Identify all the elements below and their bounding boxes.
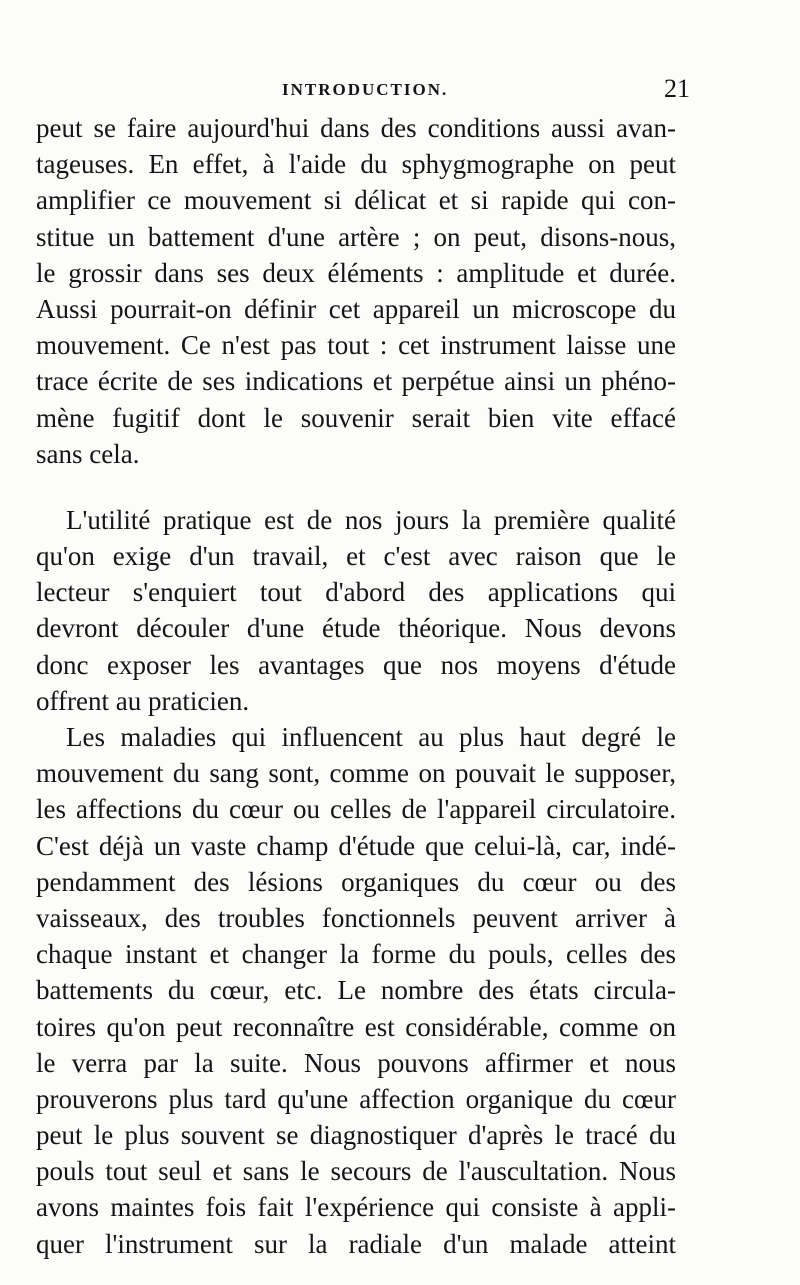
- paragraph-3: [36, 719, 676, 1262]
- text-line: battements du cœur, etc. Le nombre des états circula-: [36, 975, 676, 1006]
- text-line: Les maladies qui influencent au plus haut degré le: [66, 722, 676, 752]
- text-line: quer l'instrument sur la radiale d'un malade atteint: [36, 1228, 676, 1259]
- paragraph-1: [36, 110, 676, 472]
- text-line: trace écrite de ses indications et perpétue ainsi un phéno-: [36, 366, 676, 397]
- text-line: sans cela.: [36, 438, 140, 469]
- body-text: [36, 110, 676, 1262]
- text-line: devront découler d'une étude théorique. Nous devons: [36, 613, 676, 644]
- text-line: toires qu'on peut reconnaître est considérable, comme on: [36, 1011, 676, 1042]
- text-line: stitue un battement d'une artère ; on peut, disons-nous,: [36, 221, 676, 252]
- text-line: mouvement. Ce n'est pas tout : cet instrument laisse une: [36, 330, 676, 361]
- page-header: [36, 76, 696, 106]
- text-line: qu'on exige d'un travail, et c'est avec raison que le: [36, 541, 676, 572]
- text-line: chaque instant et changer la forme du pouls, celles des: [36, 939, 676, 970]
- text-line: mouvement du sang sont, comme on pouvait le supposer,: [36, 758, 676, 789]
- running-head: INTRODUCTION.: [282, 80, 449, 99]
- text-line: peut se faire aujourd'hui dans des conditions aussi avan-: [36, 113, 676, 143]
- text-line: pouls tout seul et sans le secours de l'auscultation. Nous: [36, 1156, 676, 1187]
- text-line: C'est déjà un vaste champ d'étude que celui-là, car, indé-: [36, 830, 676, 861]
- text-line: prouverons plus tard qu'une affection organique du cœur: [36, 1083, 676, 1114]
- paragraph-spacer: [36, 472, 676, 502]
- text-line: tageuses. En effet, à l'aide du sphygmographe on peut: [36, 149, 676, 180]
- text-line: le grossir dans ses deux éléments : amplitude et durée.: [36, 257, 676, 288]
- paragraph-2: [36, 502, 676, 719]
- text-line: amplifier ce mouvement si délicat et si rapide qui con-: [36, 185, 676, 216]
- text-line: offrent au praticien.: [36, 685, 250, 716]
- text-line: donc exposer les avantages que nos moyens d'étude: [36, 649, 676, 680]
- text-line: lecteur s'enquiert tout d'abord des applications qui: [36, 577, 676, 608]
- text-line: avons maintes fois fait l'expérience qui consiste à appli-: [36, 1192, 676, 1223]
- text-line: peut le plus souvent se diagnostiquer d'après le tracé du: [36, 1120, 676, 1151]
- page-number: 21: [664, 74, 690, 103]
- text-line: vaisseaux, des troubles fonctionnels peuvent arriver à: [36, 902, 676, 933]
- text-line: pendamment des lésions organiques du cœur ou des: [36, 866, 676, 897]
- text-line: le verra par la suite. Nous pouvons affirmer et nous: [36, 1047, 676, 1078]
- text-line: mène fugitif dont le souvenir serait bien vite effacé: [36, 402, 676, 433]
- text-line: L'utilité pratique est de nos jours la première qualité: [66, 504, 676, 535]
- text-line: Aussi pourrait-on définir cet appareil un microscope du: [36, 293, 676, 324]
- text-line: les affections du cœur ou celles de l'appareil circulatoire.: [36, 794, 676, 825]
